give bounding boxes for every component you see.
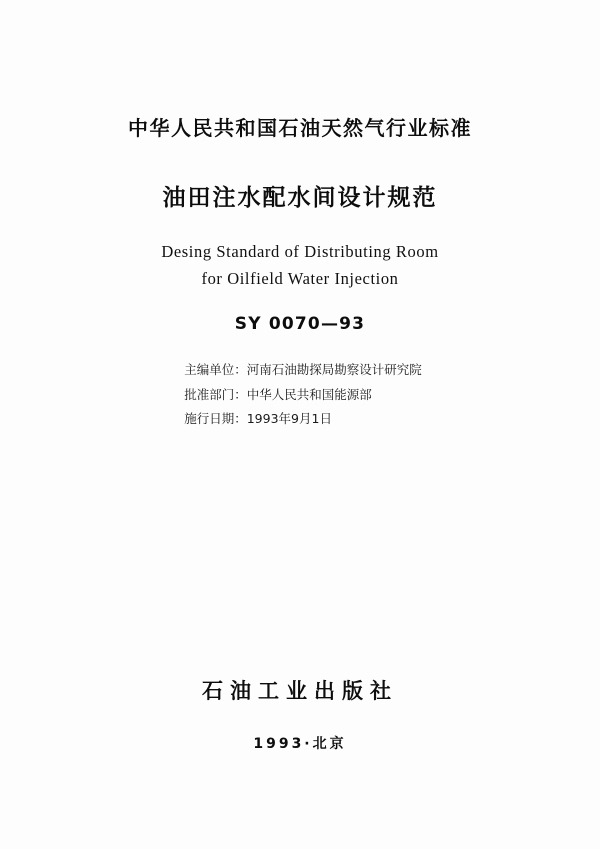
- series-title: 中华人民共和国石油天然气行业标准: [128, 116, 472, 140]
- publisher-name: 石油工业出版社: [202, 679, 398, 703]
- chief-editor-unit: 主编单位：河南石油勘探局勘察设计研究院: [184, 362, 422, 378]
- effective-date: 施行日期：1993年9月1日: [184, 411, 332, 427]
- english-title-line-1: Desing Standard of Distributing Room: [161, 242, 439, 261]
- cover-content-block: [0, 112, 600, 432]
- document-title: 油田注水配水间设计规范: [162, 185, 438, 211]
- english-title: [0, 238, 600, 292]
- publication-year-place: 1993·北京: [253, 736, 347, 752]
- english-title-line-2: for Oilfield Water Injection: [201, 269, 399, 289]
- metadata-block: [184, 358, 422, 431]
- approval-department: 批准部门：中华人民共和国能源部: [184, 386, 372, 402]
- standard-code: SY 0070—93: [234, 314, 366, 335]
- cover-footer: [0, 675, 600, 753]
